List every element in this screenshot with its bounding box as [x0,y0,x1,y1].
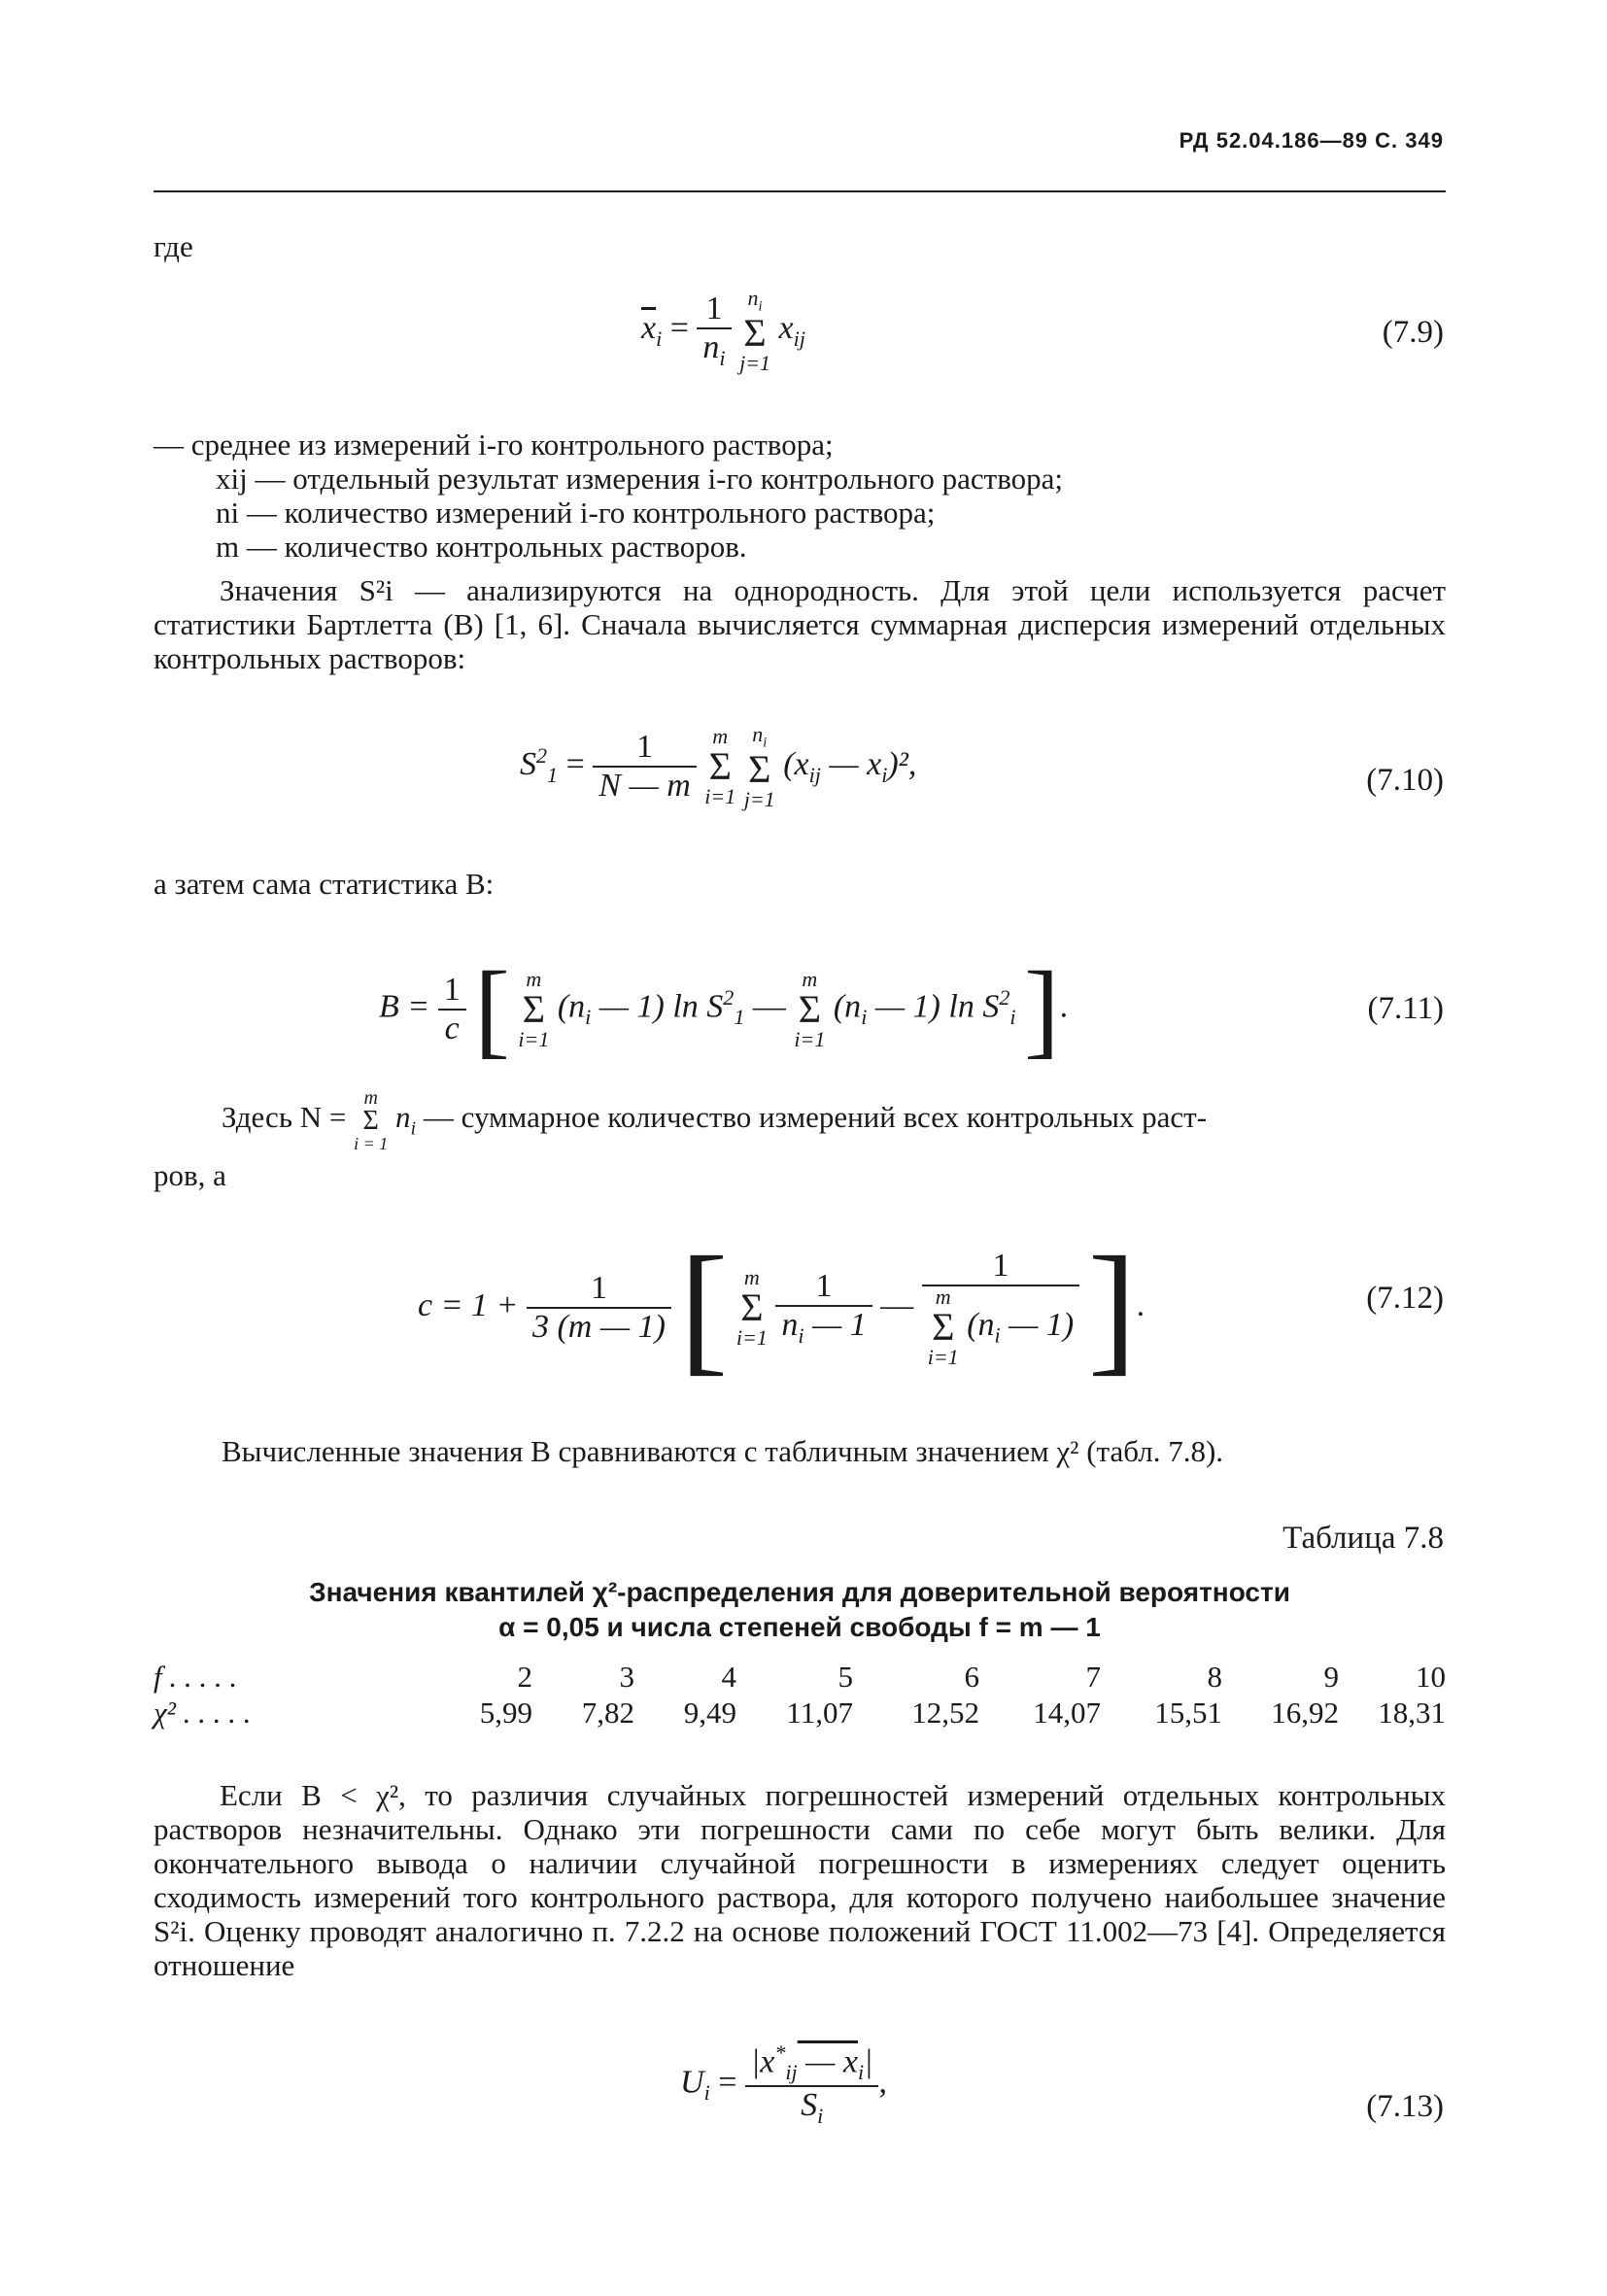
eq713-num-a: |x [750,2043,775,2080]
equation-7-12: c = 1 + $\frac{1}{3 (m — 1)}$ [ m Σ i=1 $\frac{1}{n_i — 1}$ — 1 m Σ i=1 ($n_i$ — 1) ]. [418,1227,1145,1388]
eq711-term2-sup: 2 [999,984,1010,1010]
eq712-fraction [527,1270,671,1346]
eq712-f2-sum-bot: i=1 [927,1345,959,1369]
eq713-lhs-sub: i [703,2080,710,2106]
eq711-term1-sub2: 1 [734,1005,745,1030]
eq79-sum-bot: j=1 [739,350,771,375]
eq710-sum2: $n_i$ Σ j=1 [743,722,775,811]
eq712-f2-sum-top: m [935,1285,951,1309]
table-cell: 11,07 [786,1696,853,1730]
eq712-minus: — [880,1286,914,1323]
eq710-sum2-bot: j=1 [743,786,775,811]
eq79-lhs: $\overline{x}$ [641,310,657,347]
eq79-term: x [778,310,794,347]
equation-7-11: B = $\frac{1}{c}$ [ m Σ i=1 ($n_i$ — 1) $\ln S^2_1$ — m Σ i=1 ($n_i$ — 1) $\ln S^2_i$ ]. [379,949,1069,1068]
table-row-f [154,1660,1446,1698]
eq713-tail: , [878,2064,887,2101]
eq711-sum1: m Σ i=1 [518,966,550,1051]
eq713-fraction [745,2040,879,2129]
eq-number-7-13: (7.13) [1366,2089,1444,2124]
para3-n: n [395,1100,411,1135]
eq-number-7-9: (7.9) [1382,315,1444,350]
definition-line: — среднее из измерений i-го контрольного раствора; [154,428,834,462]
para3-lead: Здесь N = [222,1100,347,1135]
eq713-num-sup: * [774,2040,786,2065]
eq711-term1-rest: — 1) ln S [591,988,724,1025]
eq711-minus: — [752,988,795,1025]
eq711-term2-sub: i [861,1005,868,1030]
table-row-label: f . . . . . [154,1660,238,1694]
eq712-f2-num: 1 [922,1248,1080,1286]
eq710-sum1-top: m [712,724,729,749]
eq711-den: c [444,1010,460,1046]
table-row-chi2 [154,1696,1446,1734]
eq712-f2-den-rest: — 1) [1000,1306,1075,1343]
eq712-fraction2 [922,1248,1080,1368]
eq710-den: N — m [598,768,691,805]
eq710-sum1-bot: i=1 [704,784,736,809]
eq-number-7-12: (7.12) [1366,1281,1444,1316]
eq79-den: n [702,328,720,365]
eq712-sum-bot: i=1 [735,1325,768,1350]
eq79-num: 1 [697,291,731,329]
para3-n-sub: i [410,1117,417,1140]
paragraph-then: а затем сама статистика B: [154,867,495,901]
table-cell: 10 [1416,1660,1446,1694]
eq79-fraction [697,291,731,371]
definition-line: ni — количество измерений i-го контрольного раствора; [216,496,936,530]
eq710-sum2-top-sub: i [763,735,768,751]
eq712-num: 1 [527,1270,671,1309]
eq711-num: 1 [438,972,466,1011]
eq713-den: S [801,2087,818,2124]
table-cell: 12,52 [911,1696,979,1730]
table-cell: 5 [838,1660,853,1694]
eq713-num-sub: ij [785,2060,798,2085]
eq712-fraction1 [775,1268,872,1349]
eq79-lhs-sub: i [656,326,663,351]
equation-7-13: $U_i$ = $\frac{|x^*_{ij} — x_i|}{S_i}$ , [680,2040,887,2128]
eq712-lhs: c = 1 + [418,1286,519,1323]
table-caption: Таблица 7.8 [1282,1521,1444,1556]
paragraph-compare: Вычисленные значения B сравниваются с табличным значением χ² (табл. 7.8). [222,1434,1224,1468]
eq712-f1-den-rest: — 1 [804,1306,867,1343]
eq710-term-rest-sub: i [881,762,888,787]
eq710-sum1: m Σ i=1 [704,724,736,809]
eq712-f2-den-term: (n [967,1306,995,1343]
eq712-f1-den: n [781,1306,799,1343]
eq711-sum2: m Σ i=1 [794,966,826,1051]
eq713-num-b-sub: i [857,2060,865,2085]
eq711-term1-sup: 2 [723,984,735,1010]
eq713-num-b: — x [797,2043,858,2080]
eq710-lhs: S [520,746,536,783]
eq712-f1-num: 1 [775,1268,872,1307]
eq713-den-sub: i [817,2103,824,2128]
eq712-f1-den-sub: i [798,1322,804,1348]
eq712-sum: m Σ i=1 [735,1265,768,1350]
eq712-f2-den-sub: i [994,1322,1001,1348]
eq711-term1-sub: i [585,1005,592,1030]
eq710-lhs-sup: 2 [536,742,548,768]
table-title-line-1: Значения квантилей χ²-распределения для доверительной вероятности [309,1577,1290,1607]
paragraph-bartlett-text: Значения S²i — анализируются на однородность. Для этой цели используется расчет статистики Бартлетта (B) [1, 6]. Сначала вычисляется суммарная дисперсия измерений отдельных контрольных растворов: [154,573,1446,675]
eq711-term2-rest: — 1) ln S [867,988,1000,1025]
table-cell: 9,49 [683,1696,736,1730]
eq710-term-sub: ij [808,762,821,787]
para3-tail: — суммарное количество измерений всех контрольных раст- [423,1100,1208,1135]
table-cell: 4 [721,1660,736,1694]
eq710-term-rest: — x [820,746,882,783]
para3-sum-bot: i = 1 [354,1134,389,1153]
table-cell: 7,82 [581,1696,634,1730]
eq710-term: (x [783,746,809,783]
eq79-den-sub: i [719,345,726,370]
definition-line: m — количество контрольных растворов. [216,530,747,564]
eq713-lhs: U [680,2064,704,2101]
eq711-term1: (n [557,988,586,1025]
table-cell: 14,07 [1033,1696,1101,1730]
eq711-fraction [438,972,466,1047]
eq-number-7-11: (7.11) [1367,991,1444,1026]
table-cell: 9 [1323,1660,1339,1694]
eq79-sum-top: n [747,286,759,310]
table-cell: 7 [1085,1660,1101,1694]
eq-number-7-10: (7.10) [1366,763,1444,798]
eq79-sum: $n_i$ Σ j=1 [739,286,771,375]
eq710-term-end: )², [887,746,917,783]
eq711-term2: (n [833,988,862,1025]
eq710-num: 1 [593,729,696,768]
eq710-sum2-top: n [752,722,764,746]
table-cell: 15,51 [1154,1696,1222,1730]
paragraph-n-definition [222,1088,1207,1152]
eq79-sum-top-sub: i [758,298,763,315]
para3-sum: m Σ i = 1 [354,1087,389,1153]
table-cell: 18,31 [1378,1696,1446,1730]
equation-7-10: $S^2_1$ = $\frac{1}{N — m}$ m Σ i=1 $n_i$ Σ j=1 ($x_{ij}$ — $x_i)^2$, [520,722,917,811]
eq711-term2-sub2: i [1009,1005,1016,1030]
table-cell: 6 [964,1660,979,1694]
eq712-den: 3 (m — 1) [531,1309,666,1345]
eq713-num-c: | [864,2043,873,2080]
eq712-f2-sum: m Σ i=1 [927,1285,959,1369]
eq712-sum-top: m [743,1265,760,1289]
para3-sum-top: m [363,1087,378,1109]
table-title-line-2: α = 0,05 и числа степеней свободы f = m — 1 [498,1612,1101,1642]
table-cell: 16,92 [1271,1696,1339,1730]
page-header: РД 52.04.186—89 С. 349 [1179,128,1444,153]
equation-7-9: $\overline{x}_i$ = $\frac{1}{n_i}$ $n_i$ Σ j=1 $x_{ij}$ [641,286,805,375]
eq79-term-sub: ij [793,326,805,351]
paragraph-rov: ров, а [154,1158,226,1192]
eq711-sum1-top: m [526,966,542,991]
eq710-fraction [593,729,696,805]
paragraph-conclusion-text: Если B < χ², то различия случайных погрешностей измерений отдельных контрольных растворов незначительны. Однако эти погрешности сами по себе могут быть велики. Для окончательного вывода о наличии случайной погрешности в измерениях следует оценить сходимость измерений того контрольного раствора, для которого получено наибольшее значение S²i. Оценку проводят аналогично п. 7.2.2 на основе положений ГОСТ 11.002—73 [4]. Определяется отношение [154,1778,1446,1982]
table-cell: 2 [517,1660,532,1694]
table-row-label: χ² . . . . . [154,1696,252,1730]
definition-line: xij — отдельный результат измерения i-го контрольного раствора; [216,462,1064,496]
paragraph-bartlett [154,573,1446,675]
eq711-sum2-top: m [802,966,818,991]
eq711-lhs: B = [379,988,430,1025]
table-cell: 8 [1207,1660,1222,1694]
eq711-sum2-bot: i=1 [794,1026,826,1051]
header-rule [154,190,1446,192]
word-gde: где [154,229,193,263]
paragraph-conclusion [154,1778,1446,1982]
eq710-lhs-sub: 1 [547,762,559,787]
table-cell: 5,99 [479,1696,532,1730]
table-cell: 3 [619,1660,634,1694]
eq711-sum1-bot: i=1 [518,1026,550,1051]
